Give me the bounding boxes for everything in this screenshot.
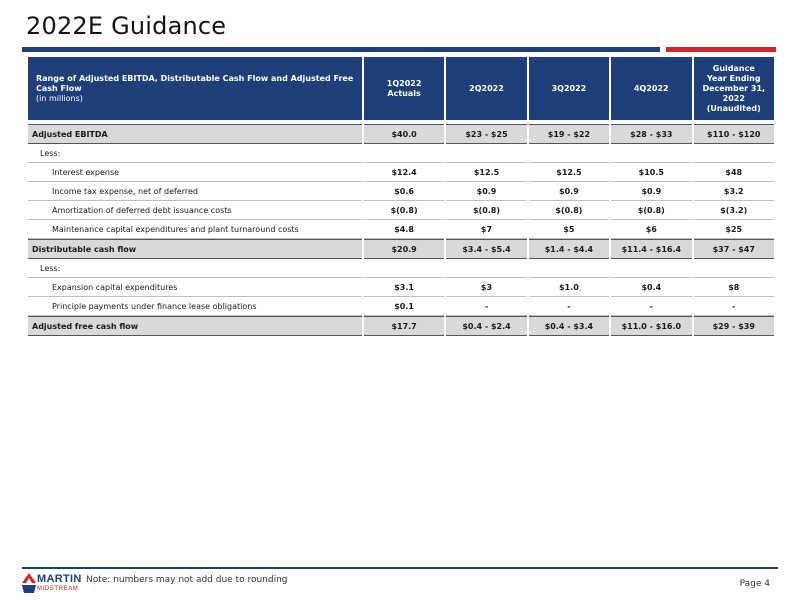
table-row-income-tax	[28, 182, 774, 201]
table-row-less	[28, 144, 774, 163]
header-label-main: Range of Adjusted EBITDA, Distributable Cash Flow and Adjusted Free Cash Flow	[36, 73, 354, 93]
header-1q2022-line1: 1Q2022	[386, 78, 422, 88]
cell-4q2022	[611, 144, 691, 163]
company-logo	[22, 572, 86, 594]
cell-2q2022: -	[446, 297, 526, 316]
cell-2q2022: $12.5	[446, 163, 526, 182]
cell-full-year	[694, 144, 774, 163]
cell-3q2022: $1.0	[529, 278, 609, 297]
cell-3q2022: $19 - $22	[529, 124, 609, 144]
page-number: Page 4	[739, 579, 770, 589]
cell-3q2022: $0.9	[529, 182, 609, 201]
cell-4q2022: $6	[611, 220, 691, 239]
cell-2q2022: $0.4 - $2.4	[446, 316, 526, 336]
header-year-line5: (Unaudited)	[706, 103, 761, 113]
page-title: 2022E Guidance	[26, 12, 227, 40]
header-year-line2: Year Ending	[706, 73, 761, 83]
table-row-principle-payments	[28, 297, 774, 316]
table-row-less	[28, 259, 774, 278]
header-1q2022	[364, 57, 444, 120]
cell-1q2022: $4.8	[364, 220, 444, 239]
row-label: Adjusted EBITDA	[28, 124, 362, 144]
table-header-row	[28, 57, 774, 120]
cell-full-year	[694, 259, 774, 278]
cell-3q2022	[529, 259, 609, 278]
cell-1q2022: $0.6	[364, 182, 444, 201]
cell-1q2022	[364, 259, 444, 278]
cell-1q2022: $20.9	[364, 239, 444, 259]
footer-rule	[22, 567, 778, 569]
cell-2q2022	[446, 144, 526, 163]
cell-full-year: $(3.2)	[694, 201, 774, 220]
cell-2q2022	[446, 259, 526, 278]
cell-full-year: $48	[694, 163, 774, 182]
row-label: Expansion capital expenditures	[28, 278, 362, 297]
cell-3q2022: $(0.8)	[529, 201, 609, 220]
row-label: Maintenance capital expenditures and plant turnaround costs	[28, 220, 362, 239]
cell-full-year: $8	[694, 278, 774, 297]
cell-full-year: $29 - $39	[694, 316, 774, 336]
table-row-distributable-cash-flow	[28, 239, 774, 259]
cell-2q2022: $0.9	[446, 182, 526, 201]
header-year-line4: 2022	[722, 93, 745, 103]
cell-4q2022	[611, 259, 691, 278]
cell-4q2022: $0.4	[611, 278, 691, 297]
logo-wordmark: MARTIN	[37, 573, 82, 585]
cell-1q2022: $(0.8)	[364, 201, 444, 220]
cell-4q2022: $11.4 - $16.4	[611, 239, 691, 259]
row-label: Income tax expense, net of deferred	[28, 182, 362, 201]
header-full-year	[694, 57, 774, 120]
header-label-units: (in millions)	[36, 93, 83, 103]
cell-3q2022: $0.4 - $3.4	[529, 316, 609, 336]
row-label: Adjusted free cash flow	[28, 316, 362, 336]
logo-mark-icon	[22, 573, 36, 593]
cell-2q2022: $(0.8)	[446, 201, 526, 220]
logo-subtext: MIDSTREAM	[37, 586, 79, 592]
cell-2q2022: $3	[446, 278, 526, 297]
cell-1q2022	[364, 144, 444, 163]
cell-1q2022: $0.1	[364, 297, 444, 316]
cell-4q2022: $10.5	[611, 163, 691, 182]
header-1q2022-line2: Actuals	[387, 88, 421, 98]
cell-2q2022: $23 - $25	[446, 124, 526, 144]
cell-full-year: $37 - $47	[694, 239, 774, 259]
cell-3q2022: $5	[529, 220, 609, 239]
cell-1q2022: $3.1	[364, 278, 444, 297]
table-row-expansion-capex	[28, 278, 774, 297]
title-rule-navy	[22, 47, 660, 52]
cell-4q2022: $11.0 - $16.0	[611, 316, 691, 336]
cell-full-year: $25	[694, 220, 774, 239]
cell-2q2022: $3.4 - $5.4	[446, 239, 526, 259]
guidance-table	[26, 57, 776, 336]
cell-1q2022: $17.7	[364, 316, 444, 336]
header-year-line1: Guidance	[712, 63, 755, 73]
row-label: Less:	[28, 144, 362, 163]
cell-3q2022	[529, 144, 609, 163]
cell-2q2022: $7	[446, 220, 526, 239]
table-row-adjusted-free-cash-flow	[28, 316, 774, 336]
header-label-cell	[28, 57, 362, 120]
header-year-line3: December 31,	[702, 83, 766, 93]
row-label: Amortization of deferred debt issuance costs	[28, 201, 362, 220]
cell-4q2022: -	[611, 297, 691, 316]
table-row-amortization	[28, 201, 774, 220]
cell-1q2022: $12.4	[364, 163, 444, 182]
cell-4q2022: $(0.8)	[611, 201, 691, 220]
cell-4q2022: $28 - $33	[611, 124, 691, 144]
row-label: Interest expense	[28, 163, 362, 182]
table-row-adjusted-ebitda	[28, 124, 774, 144]
cell-full-year: $3.2	[694, 182, 774, 201]
table-row-interest-expense	[28, 163, 774, 182]
cell-4q2022: $0.9	[611, 182, 691, 201]
row-label: Less:	[28, 259, 362, 278]
cell-1q2022: $40.0	[364, 124, 444, 144]
row-label: Distributable cash flow	[28, 239, 362, 259]
cell-full-year: -	[694, 297, 774, 316]
cell-3q2022: -	[529, 297, 609, 316]
header-2q2022: 2Q2022	[446, 57, 526, 120]
header-4q2022: 4Q2022	[611, 57, 691, 120]
cell-3q2022: $12.5	[529, 163, 609, 182]
cell-full-year: $110 - $120	[694, 124, 774, 144]
table-row-maintenance-capex	[28, 220, 774, 239]
title-rule-red	[666, 47, 776, 52]
header-3q2022: 3Q2022	[529, 57, 609, 120]
row-label: Principle payments under finance lease obligations	[28, 297, 362, 316]
cell-3q2022: $1.4 - $4.4	[529, 239, 609, 259]
footnote: Note: numbers may not add due to rounding	[86, 575, 288, 585]
